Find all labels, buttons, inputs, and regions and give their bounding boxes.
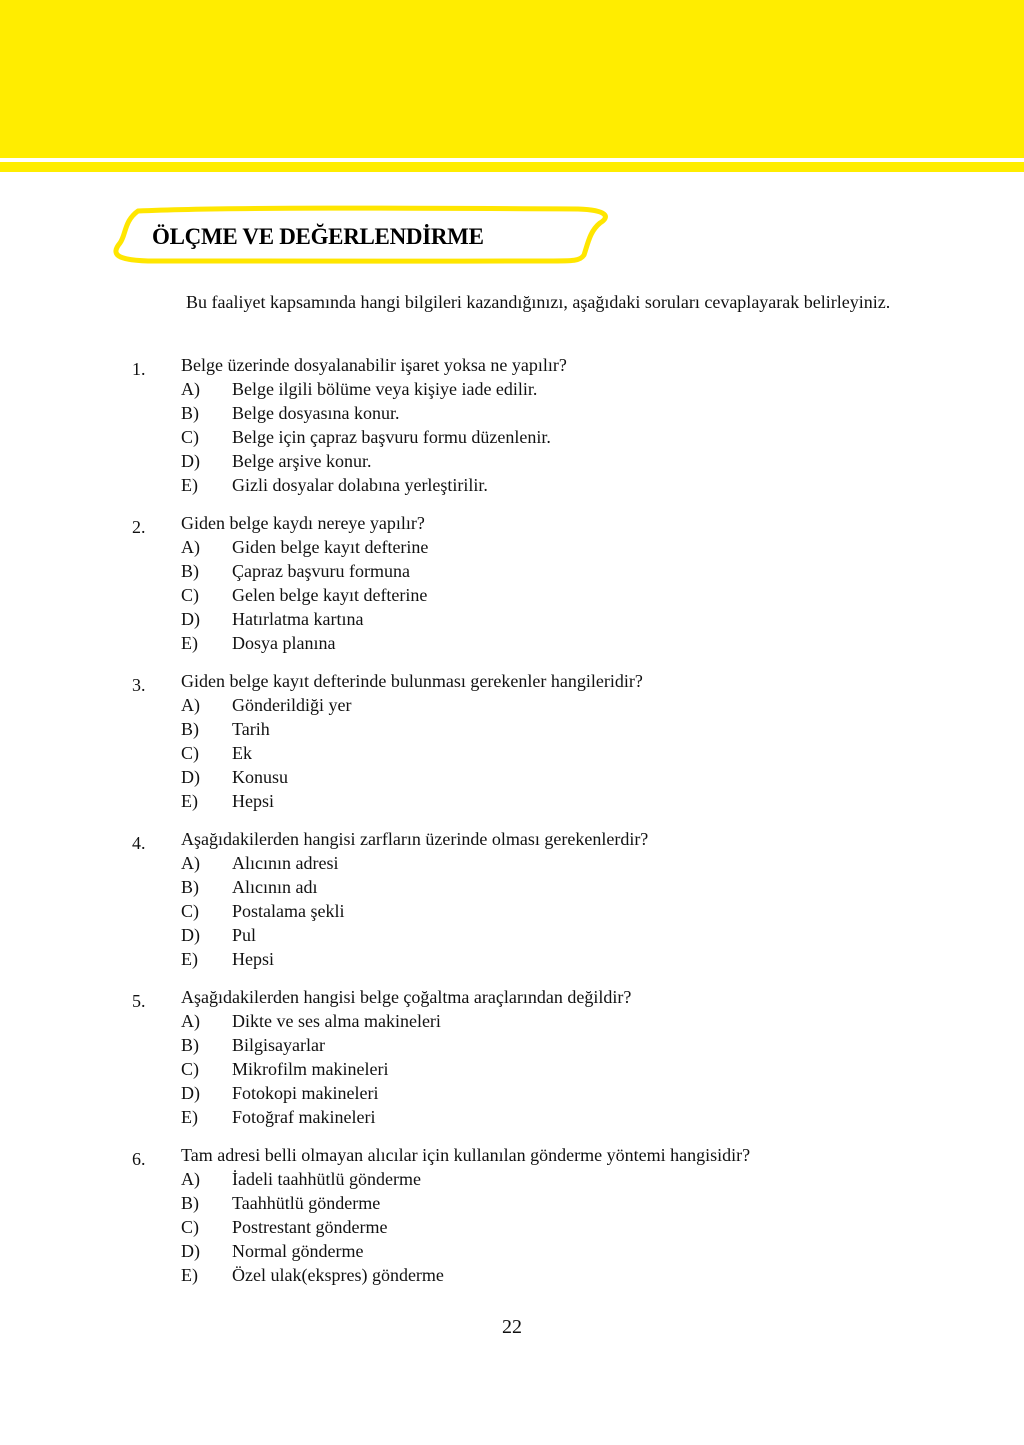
- option-d: [181, 607, 428, 631]
- option-text: Normal gönderme: [232, 1241, 364, 1261]
- option-d: [181, 923, 344, 947]
- question-1: [0, 353, 1024, 511]
- option-letter: A): [181, 379, 200, 399]
- option-text: Gizli dosyalar dolabına yerleştirilir.: [232, 475, 488, 495]
- option-letter: E): [181, 1107, 198, 1127]
- question-text: Tam adresi belli olmayan alıcılar için kullanılan gönderme yöntemi hangisidir?: [181, 1145, 751, 1165]
- option-text: Belge arşive konur.: [232, 451, 372, 471]
- option-letter: B): [181, 719, 199, 739]
- option-e: [181, 1263, 444, 1287]
- option-text: Ek: [232, 743, 252, 763]
- option-c: [181, 741, 351, 765]
- question-number: 6.: [132, 1149, 146, 1169]
- option-text: Hatırlatma kartına: [232, 609, 364, 629]
- option-list: [181, 377, 551, 497]
- option-text: Fotoğraf makineleri: [232, 1107, 376, 1127]
- option-text: Dosya planına: [232, 633, 336, 653]
- option-text: Hepsi: [232, 791, 274, 811]
- option-e: [181, 473, 551, 497]
- option-text: Gelen belge kayıt defterine: [232, 585, 428, 605]
- option-d: [181, 1239, 444, 1263]
- option-c: [181, 583, 428, 607]
- option-letter: A): [181, 537, 200, 557]
- option-e: [181, 789, 351, 813]
- option-text: Postrestant gönderme: [232, 1217, 388, 1237]
- option-text: Mikrofilm makineleri: [232, 1059, 389, 1079]
- option-text: Hepsi: [232, 949, 274, 969]
- question-3: [0, 669, 1024, 827]
- option-list: [181, 851, 344, 971]
- option-letter: B): [181, 561, 199, 581]
- header-band: [0, 0, 1024, 158]
- option-b: [181, 401, 551, 425]
- option-letter: C): [181, 427, 199, 447]
- option-text: Taahhütlü gönderme: [232, 1193, 381, 1213]
- intro-paragraph: [132, 290, 918, 315]
- option-text: Çapraz başvuru formuna: [232, 561, 410, 581]
- intro-text: Bu faaliyet kapsamında hangi bilgileri kazandığınızı, aşağıdaki soruları cevaplayarak belirleyiniz.: [186, 292, 891, 312]
- option-text: Konusu: [232, 767, 289, 787]
- option-text: İadeli taahhütlü gönderme: [232, 1169, 421, 1189]
- option-a: [181, 535, 428, 559]
- option-letter: B): [181, 1193, 199, 1213]
- option-letter: E): [181, 1265, 198, 1285]
- question-2: [0, 511, 1024, 669]
- option-letter: D): [181, 1083, 200, 1103]
- option-text: Pul: [232, 925, 257, 945]
- option-letter: A): [181, 695, 200, 715]
- question-6: [0, 1143, 1024, 1301]
- option-letter: B): [181, 1035, 199, 1055]
- question-number: 4.: [132, 833, 146, 853]
- option-letter: C): [181, 743, 199, 763]
- header-stripe: [0, 162, 1024, 172]
- option-a: [181, 377, 551, 401]
- question-number: 1.: [132, 359, 146, 379]
- option-letter: B): [181, 877, 199, 897]
- option-c: [181, 1215, 444, 1239]
- option-a: [181, 1009, 441, 1033]
- question-text: Aşağıdakilerden hangisi zarfların üzerinde olması gerekenlerdir?: [181, 829, 649, 849]
- page-number: 22: [502, 1316, 522, 1338]
- option-list: [181, 693, 351, 813]
- option-letter: C): [181, 901, 199, 921]
- option-e: [181, 631, 428, 655]
- option-b: [181, 559, 428, 583]
- option-d: [181, 765, 351, 789]
- question-text: Aşağıdakilerden hangisi belge çoğaltma araçlarından değildir?: [181, 987, 632, 1007]
- option-text: Giden belge kayıt defterine: [232, 537, 429, 557]
- option-c: [181, 899, 344, 923]
- option-text: Belge dosyasına konur.: [232, 403, 400, 423]
- option-letter: C): [181, 585, 199, 605]
- option-d: [181, 449, 551, 473]
- option-c: [181, 425, 551, 449]
- question-text: Giden belge kayıt defterinde bulunması gerekenler hangileridir?: [181, 671, 643, 691]
- option-text: Alıcının adı: [232, 877, 318, 897]
- option-letter: D): [181, 767, 200, 787]
- option-letter: C): [181, 1217, 199, 1237]
- question-list: [0, 353, 1024, 1301]
- option-list: [181, 1009, 441, 1129]
- question-number: 5.: [132, 991, 146, 1011]
- option-letter: C): [181, 1059, 199, 1079]
- option-text: Alıcının adresi: [232, 853, 339, 873]
- option-text: Postalama şekli: [232, 901, 345, 921]
- option-text: Fotokopi makineleri: [232, 1083, 379, 1103]
- option-letter: D): [181, 925, 200, 945]
- option-b: [181, 1033, 441, 1057]
- option-a: [181, 1167, 444, 1191]
- option-letter: A): [181, 1011, 200, 1031]
- question-number: 2.: [132, 517, 146, 537]
- option-letter: E): [181, 949, 198, 969]
- option-b: [181, 875, 344, 899]
- question-text: Belge üzerinde dosyalanabilir işaret yoksa ne yapılır?: [181, 355, 567, 375]
- option-e: [181, 947, 344, 971]
- option-e: [181, 1105, 441, 1129]
- option-text: Belge için çapraz başvuru formu düzenlenir.: [232, 427, 551, 447]
- question-5: [0, 985, 1024, 1143]
- option-letter: A): [181, 1169, 200, 1189]
- option-letter: E): [181, 791, 198, 811]
- question-text: Giden belge kaydı nereye yapılır?: [181, 513, 425, 533]
- option-list: [181, 1167, 444, 1287]
- option-b: [181, 1191, 444, 1215]
- option-text: Dikte ve ses alma makineleri: [232, 1011, 441, 1031]
- option-list: [181, 535, 428, 655]
- option-c: [181, 1057, 441, 1081]
- option-letter: D): [181, 1241, 200, 1261]
- option-letter: A): [181, 853, 200, 873]
- option-letter: E): [181, 475, 198, 495]
- option-text: Özel ulak(ekspres) gönderme: [232, 1265, 444, 1285]
- question-number: 3.: [132, 675, 146, 695]
- option-letter: D): [181, 609, 200, 629]
- question-4: [0, 827, 1024, 985]
- section-title: ÖLÇME VE DEĞERLENDİRME: [152, 224, 484, 249]
- option-a: [181, 851, 344, 875]
- option-text: Tarih: [232, 719, 270, 739]
- option-b: [181, 717, 351, 741]
- option-text: Gönderildiği yer: [232, 695, 352, 715]
- option-text: Bilgisayarlar: [232, 1035, 325, 1055]
- option-d: [181, 1081, 441, 1105]
- option-letter: E): [181, 633, 198, 653]
- option-letter: B): [181, 403, 199, 423]
- option-a: [181, 693, 351, 717]
- option-letter: D): [181, 451, 200, 471]
- option-text: Belge ilgili bölüme veya kişiye iade edilir.: [232, 379, 538, 399]
